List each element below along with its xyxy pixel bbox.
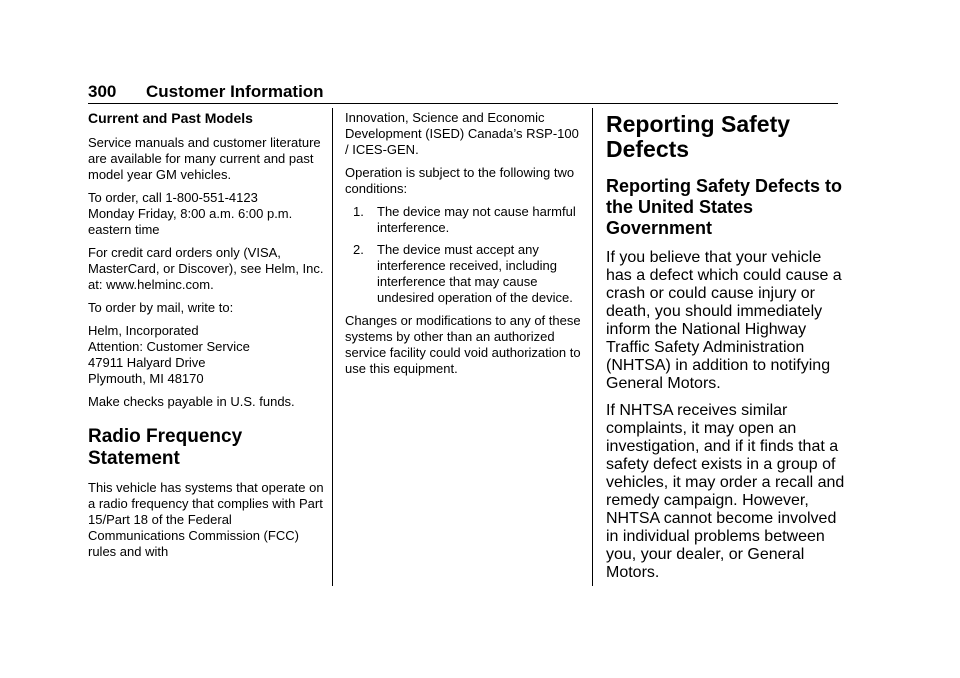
column-3 [606,110,846,591]
page-header [88,82,838,106]
page-number: 300 [88,82,117,101]
list-number: 1. [353,204,364,219]
list-text: The device must accept any interference received, including interference that may cause undesired operation of the device. [377,242,573,305]
heading-current-past-models: Current and Past Models [88,110,253,126]
mailing-address [88,323,328,387]
paragraph-inform-nhtsa: If you believe that your vehicle has a defect which could cause a crash or could cause injury or death, you should immediately inform the National Highway Traffic Safety Administration (NHTSA) in addition to notifying General Motors. [606,249,842,392]
list-text: The device may not cause harmful interference. [377,204,576,235]
address-line: Attention: Customer Service [88,339,250,354]
list-item [345,242,585,306]
order-phone-line: To order, call 1-800-551-4123 [88,190,258,205]
heading-report-to-government: Reporting Safety Defects to the United States Government [606,176,843,238]
paragraph-service-manuals: Service manuals and customer literature are available for many current and past model year GM vehicles. [88,135,321,182]
address-line: 47911 Halyard Drive [88,355,206,370]
address-line: Helm, Incorporated [88,323,199,338]
list-number: 2. [353,242,364,257]
paragraph-order-mail: To order by mail, write to: [88,300,234,315]
paragraph-modifications: Changes or modifications to any of these systems by other than an authorized service facility could void authorization to use this equipment. [345,313,581,376]
paragraph-nhtsa-investigation: If NHTSA receives similar complaints, it may open an investigation, and if it finds that a safety defect exists in a group of vehicles, it may order a recall and remedy campaign. However, NHTSA cannot become involved in individual problems between you, your dealer, or General Motors. [606,402,845,581]
heading-reporting-safety-defects: Reporting Safety Defects [606,111,791,162]
paragraph-conditions: Operation is subject to the following two conditions: [345,165,575,196]
list-item [345,204,585,236]
paragraph-order-phone [88,190,328,238]
paragraph-radio-frequency: This vehicle has systems that operate on a radio frequency that complies with Part 15/Part 18 of the Federal Communications Commission (FCC) rules and with [88,480,324,559]
column-1 [88,110,328,567]
section-title: Customer Information [146,82,324,101]
order-timezone-line: eastern time [88,222,160,237]
column-divider-1 [332,108,333,586]
conditions-list [345,204,585,306]
header-divider [88,103,838,104]
address-line: Plymouth, MI 48170 [88,371,204,386]
column-2 [345,110,585,384]
paragraph-ised: Innovation, Science and Economic Development (ISED) Canada’s RSP-100 / ICES-GEN. [345,110,579,157]
paragraph-checks: Make checks payable in U.S. funds. [88,394,295,409]
order-hours-line: Monday Friday, 8:00 a.m. 6:00 p.m. [88,206,293,221]
column-divider-2 [592,108,593,586]
heading-radio-frequency: Radio Frequency Statement [88,426,243,469]
paragraph-credit-card: For credit card orders only (VISA, MasterCard, or Discover), see Helm, Inc. at: www.helminc.com. [88,245,324,292]
